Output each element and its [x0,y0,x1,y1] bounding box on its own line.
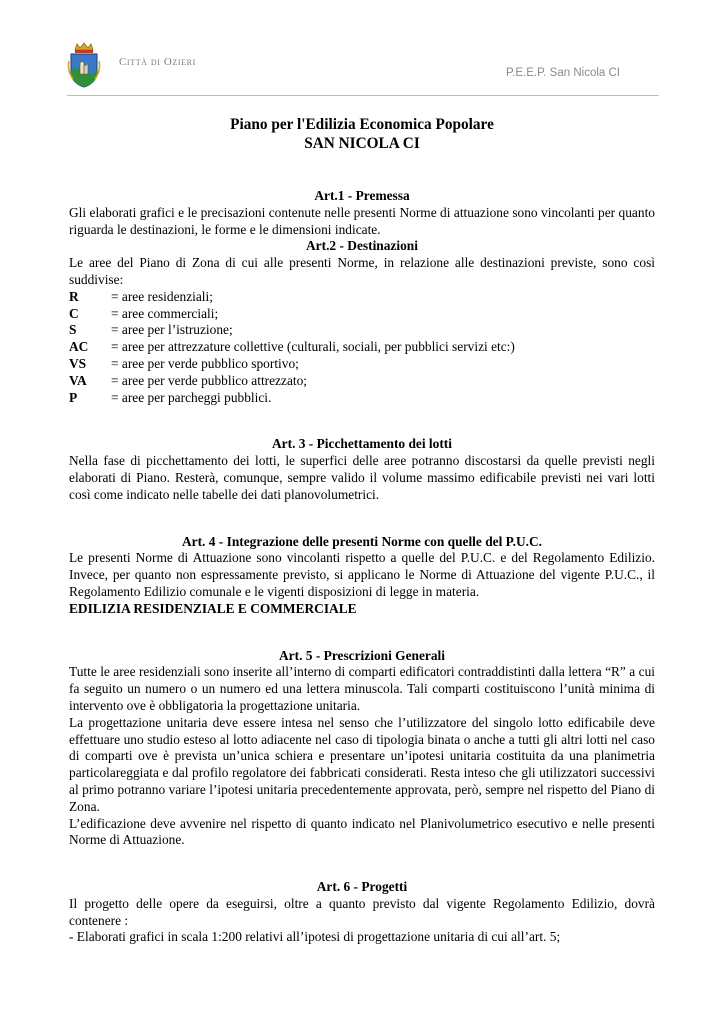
list-item-code: R [69,288,79,304]
art2-title: Art.2 - Destinazioni [306,238,418,254]
list-item-code: S [69,322,77,338]
art1-title: Art.1 - Premessa [314,188,410,203]
list-item-desc: = aree per l’istruzione; [111,322,233,338]
document-title [69,115,655,153]
art6-paragraph-2: - Elaborati grafici in scala 1:200 relativi all’ipotesi di progettazione unitaria di cui all’art. 5; [69,929,561,945]
city-name: Città di Ozieri [119,56,196,68]
list-item [69,322,655,339]
art5-paragraph-2: La progettazione unitaria deve essere intesa nel senso che l’utilizzatore del singolo lotto edificabile deve effettuare uno studio esteso al lotto adiacente nel caso di tipologia binata o anche a tutti gli altri lotti nel caso di comparti ove è prevista un’unica schiera e presentare un’ipotesi unitaria costituita da una planimetria particolareggiata e dal profilo regolatore dei fabbricati considerati. Resta inteso che gli utilizzatori successivi al primo potranno variare l’ipotesi unitaria precedentemente approvata, però, sempre nel rispetto del Piano di Zona. [69,714,655,814]
art6-paragraph-1: Il progetto delle opere da eseguirsi, oltre a quanto previsto dal vigente Regolamento Edilizio, dovrà contenere : [69,895,655,928]
list-item-code: VA [69,372,87,388]
list-item-desc: = aree commerciali; [111,305,219,321]
list-item-desc: = aree per attrezzature collettive (culturali, sociali, per pubblici servizi etc:) [111,339,515,355]
art5-title: Art. 5 - Prescrizioni Generali [279,647,445,663]
list-item [69,289,655,306]
list-item [69,356,655,373]
city-crest-icon [67,41,101,89]
list-item [69,373,655,390]
list-item-code: P [69,389,78,405]
list-item [69,339,655,356]
list-item-desc: = aree residenziali; [111,288,213,304]
art3-title: Art. 3 - Picchettamento dei lotti [272,436,452,452]
list-item-desc: = aree per parcheggi pubblici. [111,389,272,405]
art4-text: Le presenti Norme di Attuazione sono vincolanti rispetto a quelle del P.U.C. e del Regolamento Edilizio. Invece, per quanto non espressamente previsto, si applicano le Norme di Attuazione del vigente P.U.C., il Regolamento Edilizio comunale e le vigenti disposizioni di legge in materia. [69,550,655,599]
art4-title: Art. 4 - Integrazione delle presenti Norme con quelle del P.U.C. [181,533,542,549]
art3-text: Nella fase di picchettamento dei lotti, le superfici delle aree potranno discostarsi da quelle previsti negli elaborati di Piano. Resterà, comunque, sempre valido il volume massimo edificabile previsti nei vari lotti così come indicato nelle tabelle dei dati planovolumetrici. [69,453,655,502]
art2-text: Le aree del Piano di Zona di cui alle presenti Norme, in relazione alle destinazioni previste, sono così suddivise: [69,255,655,287]
header-divider [67,95,659,96]
title-line-2: SAN NICOLA CI [304,135,420,152]
list-item [69,306,655,323]
title-line-1: Piano per l'Edilizia Economica Popolare [230,116,494,133]
list-item-code: C [69,305,79,321]
art6-title: Art. 6 - Progetti [316,879,408,895]
page-header [0,0,724,100]
art5-paragraph-3: L’edificazione deve avvenire nel rispetto di quanto indicato nel Planivolumetrico esecutivo e nelle presenti Norme di Attuazione. [69,815,655,848]
document-body [69,115,655,946]
art1-text: Gli elaborati grafici e le precisazioni contenute nelle presenti Norme di attuazione sono vincolanti per quanto riguarda le destinazioni, le forme e le dimensioni indicate. [69,204,655,237]
section-heading: EDILIZIA RESIDENZIALE E COMMERCIALE [69,600,357,616]
list-item [69,390,655,407]
art5-paragraph-1: Tutte le aree residenziali sono inserite all’interno di comparti edificatori contraddistinti dalla lettera “R” a cui fa seguito un numero o un numero ed una lettera minuscola. Tali comparti costituiscono l’unità minima di intervento ove è obbligatoria la progettazione unitaria. [69,664,655,713]
document-id: P.E.E.P. San Nicola CI [505,67,620,79]
list-item-code: AC [69,339,89,355]
list-item-code: VS [69,355,87,371]
list-item-desc: = aree per verde pubblico sportivo; [111,355,299,371]
list-item-desc: = aree per verde pubblico attrezzato; [111,372,308,388]
destinations-list [69,289,655,407]
